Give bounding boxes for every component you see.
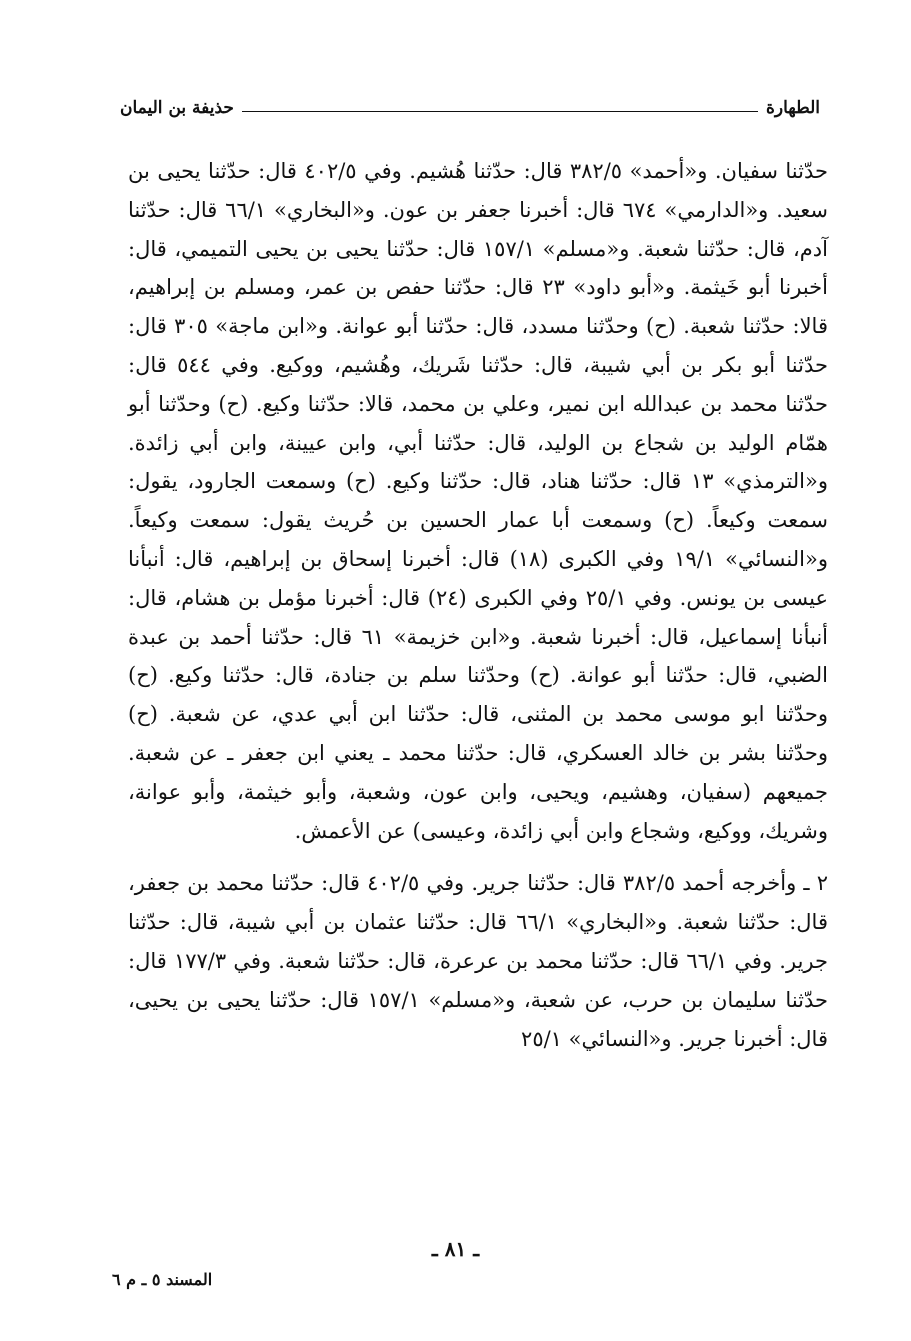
chapter-title: الطهارة bbox=[766, 98, 820, 118]
paragraph-2: ٢ ـ وأخرجه أحمد ٣٨٢/٥ قال: حدّثنا جرير. وفي ٤٠٢/٥ قال: حدّثنا محمد بن جعفر، قال: حدّثنا شعبة. و«البخاري» ٦٦/١ قال: حدّثنا عثمان بن أبي شيبة، قال: حدّثنا جرير. وفي ٦٦/١ قال: حدّثنا محمد بن عرعرة، قال: حدّثنا شعبة. وفي ١٧٧/٣ قال: حدّثنا سليمان بن حرب، عن شعبة، و«مسلم» ١٥٧/١ قال: حدّثنا يحيى بن يحيى، قال: أخبرنا جرير. و«النسائي» ٢٥/١ bbox=[128, 871, 829, 1051]
main-text bbox=[128, 152, 828, 1058]
running-header bbox=[120, 88, 820, 118]
paragraph-1: حدّثنا سفيان. و«أحمد» ٣٨٢/٥ قال: حدّثنا هُشيم. وفي ٤٠٢/٥ قال: حدّثنا يحيى بن سعيد. و«الدارمي» ٦٧٤ قال: أخبرنا جعفر بن عون. و«البخاري» ٦٦/١ قال: حدّثنا آدم، قال: حدّثنا شعبة. و«مسلم» ١٥٧/١ قال: حدّثنا يحيى بن يحيى التميمي، قال: أخبرنا أبو خَيثمة. و«أبو داود» ٢٣ قال: حدّثنا حفص بن عمر، ومسلم بن إبراهيم، قالا: حدّثنا شعبة. (ح) وحدّثنا مسدد، قال: حدّثنا أبو عوانة. و«ابن ماجة» ٣٠٥ قال: حدّثنا أبو بكر بن أبي شيبة، قال: حدّثنا شَريك، وهُشيم، ووكيع. وفي ٥٤٤ قال: حدّثنا محمد بن عبدالله ابن نمير، وعلي بن محمد، قالا: حدّثنا وكيع. (ح) وحدّثنا أبو همّام الوليد بن شجاع بن الوليد، قال: حدّثنا أبي، وابن عيينة، وابن أبي زائدة. و«الترمذي» ١٣ قال: حدّثنا هناد، قال: حدّثنا وكيع. (ح) وسمعت الجارود، يقول: سمعت وكيعاً. (ح) وسمعت أبا عمار الحسين بن حُريث يقول: سمعت وكيعاً. و«النسائي» ١٩/١ وفي الكبرى (١٨) قال: أخبرنا إسحاق بن إبراهيم، قال: أنبأنا عيسى بن يونس. وفي ٢٥/١ وفي الكبرى (٢٤) قال: أخبرنا مؤمل بن هشام، قال: أنبأنا إسماعيل، قال: أخبرنا شعبة. و«ابن خزيمة» ٦١ قال: حدّثنا أحمد بن عبدة الضبي، قال: حدّثنا أبو عوانة. (ح) وحدّثنا سلم بن جنادة، قال: حدّثنا وكيع. (ح) وحدّثنا ابو موسى محمد بن المثنى، قال: حدّثنا ابن أبي عدي، عن شعبة. (ح) وحدّثنا بشر بن خالد العسكري، قال: حدّثنا محمد ـ يعني ابن جعفر ـ عن شعبة. جميعهم (سفيان، وهشيم، ويحيى، وابن عون، وشعبة، وأبو خيثمة، وأبو عوانة، وشريك، ووكيع، وشجاع وابن أبي زائدة، وعيسى) عن الأعمش. bbox=[128, 159, 829, 843]
header-rule bbox=[242, 111, 758, 112]
signature-mark: المسند ٥ ـ م ٦ bbox=[112, 1270, 213, 1289]
page-number: ـ ٨١ ـ bbox=[431, 1237, 480, 1261]
section-title: حذيفة بن اليمان bbox=[120, 98, 234, 118]
